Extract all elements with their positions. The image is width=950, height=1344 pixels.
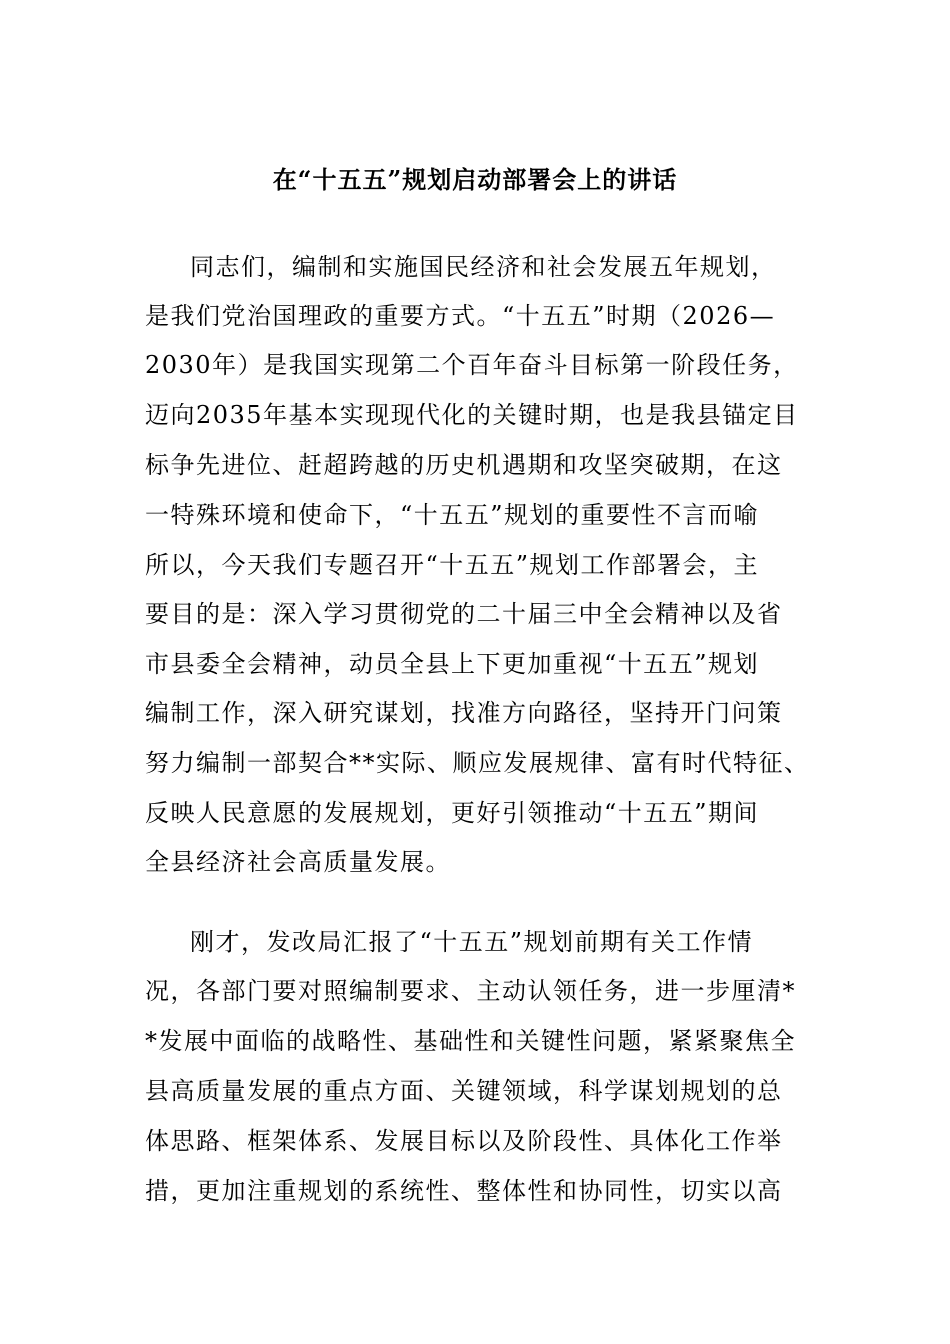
document-title: 在“十五五”规划启动部署会上的讲话 (272, 165, 678, 194)
paragraph-line: 体思路、框架体系、发展目标以及阶段性、具体化工作举 (145, 1127, 783, 1155)
paragraph-line: 同志们，编制和实施国民经济和社会发展五年规划， (190, 253, 777, 281)
paragraph-line: 努力编制一部契合**实际、顺应发展规律、富有时代特征、 (145, 749, 810, 777)
paragraph-line: 编制工作，深入研究谋划，找准方向路径，坚持开门问策 (145, 699, 783, 727)
paragraph-line: 县高质量发展的重点方面、关键领域，科学谋划规划的总 (145, 1077, 783, 1105)
paragraph-line: 标争先进位、赶超跨越的历史机遇期和攻坚突破期，在这 (145, 451, 783, 479)
paragraph-line: 况，各部门要对照编制要求、主动认领任务，进一步厘清* (145, 977, 796, 1005)
paragraph-line: 刚才，发改局汇报了“十五五”规划前期有关工作情 (190, 928, 754, 956)
paragraph-line: 要目的是：深入学习贯彻党的二十届三中全会精神以及省 (145, 600, 783, 628)
paragraph-line: 措，更加注重规划的系统性、整体性和协同性，切实以高 (145, 1177, 783, 1205)
paragraph-line: 反映人民意愿的发展规划，更好引领推动“十五五”期间 (145, 799, 760, 827)
paragraph-line: 2030年）是我国实现第二个百年奋斗目标第一阶段任务， (145, 351, 799, 379)
paragraph-line: *发展中面临的战略性、基础性和关键性问题，紧紧聚焦全 (145, 1027, 796, 1055)
paragraph-line: 是我们党治国理政的重要方式。“十五五”时期（2026— (145, 302, 776, 330)
paragraph-line: 迈向2035年基本实现现代化的关键时期，也是我县锚定目 (145, 401, 799, 429)
paragraph-line: 全县经济社会高质量发展。 (145, 848, 451, 876)
paragraph-line: 市县委全会精神，动员全县上下更加重视“十五五”规划 (145, 650, 760, 678)
paragraph-line: 所以，今天我们专题召开“十五五”规划工作部署会，主 (145, 551, 760, 579)
paragraph-line: 一特殊环境和使命下，“十五五”规划的重要性不言而喻 (145, 501, 760, 529)
